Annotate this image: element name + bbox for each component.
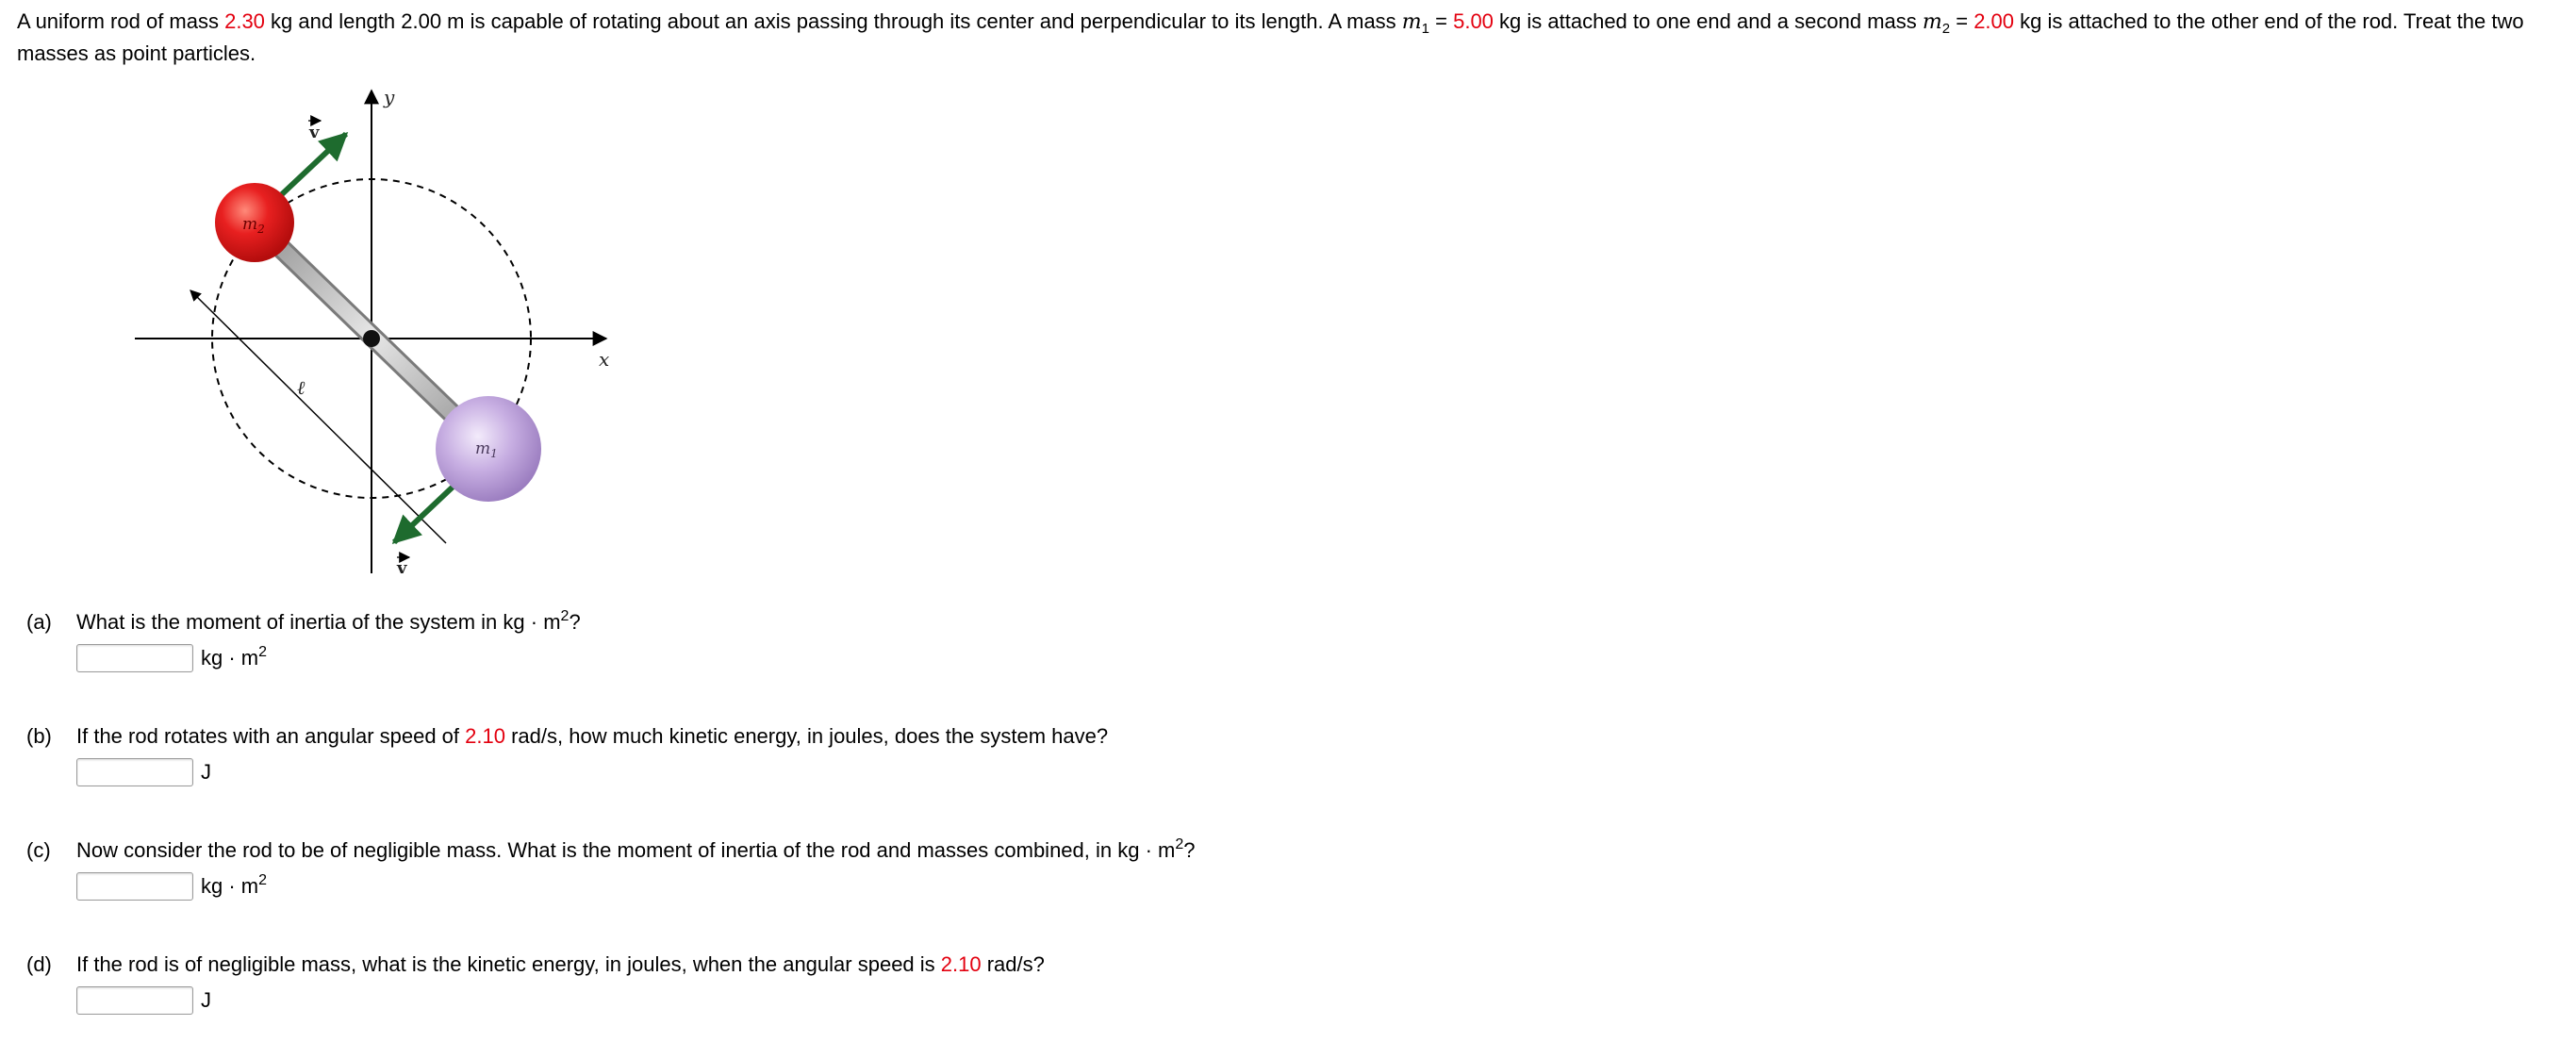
answer-unit-c: kg · $m^2$ <box>201 872 268 898</box>
m2-subscript: 2 <box>1941 21 1951 37</box>
intro-text-3: kg is attached to one end and a second mass <box>1493 9 1923 33</box>
question-c-text: Now consider the rod to be of negligible mass. What is the moment of inertia of the rod and masses combined, in kg · $m^2$? <box>76 836 1196 862</box>
intro-equals-1: = <box>1429 9 1454 33</box>
question-c-letter: (c) <box>26 838 51 862</box>
y-axis-label: y <box>384 86 395 108</box>
question-b <box>26 722 1108 786</box>
velocity-arrow-bottom <box>394 479 461 542</box>
m2-value: 2.00 <box>1973 9 2015 33</box>
question-d-letter: (d) <box>26 952 52 976</box>
length-label: ℓ <box>297 376 305 399</box>
question-b-text: If the rod rotates with an angular speed of 2.10 rad/s, how much kinetic energy, in joules, does the system have? <box>76 724 1109 748</box>
x-axis-label: x <box>599 348 610 371</box>
m1-subscript: 1 <box>1421 21 1430 37</box>
question-d-text: If the rod is of negligible mass, what is the kinetic energy, in joules, when the angular speed is 2.10 rad/s? <box>76 952 1045 976</box>
velocity-label-bottom: v <box>397 558 407 578</box>
mass-m2-label: $m_2$ <box>242 215 265 236</box>
angular-speed-value-b: 2.10 <box>465 724 505 748</box>
intro-text-2: kg and length 2.00 m is capable of rotating about an axis passing through its center and perpendicular to its length. A mass <box>264 9 1402 33</box>
answer-unit-a: kg · $m^2$ <box>201 644 268 670</box>
velocity-arrow-top <box>282 134 346 194</box>
mass-m1-label: $m_1$ <box>475 439 498 460</box>
intro-equals-2: = <box>1950 9 1974 33</box>
velocity-label-top: v <box>309 123 320 142</box>
m1-symbol: m <box>1401 10 1422 34</box>
answer-input-a[interactable] <box>76 644 193 672</box>
intro-text-4: kg is attached to the other end of the rod. Treat the two masses as point particles. <box>17 9 2524 65</box>
intro-text-1: A uniform rod of mass <box>17 9 225 33</box>
length-dimension-line <box>190 290 446 543</box>
question-d <box>26 951 1045 1015</box>
angular-speed-value-d: 2.10 <box>940 952 982 976</box>
m2-symbol: m <box>1922 10 1942 34</box>
question-a-text: What is the moment of inertia of the system in kg · $m^2$? <box>76 608 581 634</box>
problem-statement <box>17 6 2553 69</box>
answer-input-b[interactable] <box>76 758 193 786</box>
question-c <box>26 836 1196 901</box>
rod-mass-value: 2.30 <box>224 9 265 33</box>
answer-unit-b: J <box>201 760 211 784</box>
question-a <box>26 608 581 672</box>
answer-input-d[interactable] <box>76 986 193 1015</box>
answer-unit-d: J <box>201 988 211 1012</box>
question-b-letter: (b) <box>26 724 52 748</box>
m1-value: 5.00 <box>1453 9 1494 33</box>
rotating-rod-figure <box>127 83 618 583</box>
pivot-point <box>363 330 380 347</box>
question-a-letter: (a) <box>26 610 52 634</box>
answer-input-c[interactable] <box>76 872 193 901</box>
